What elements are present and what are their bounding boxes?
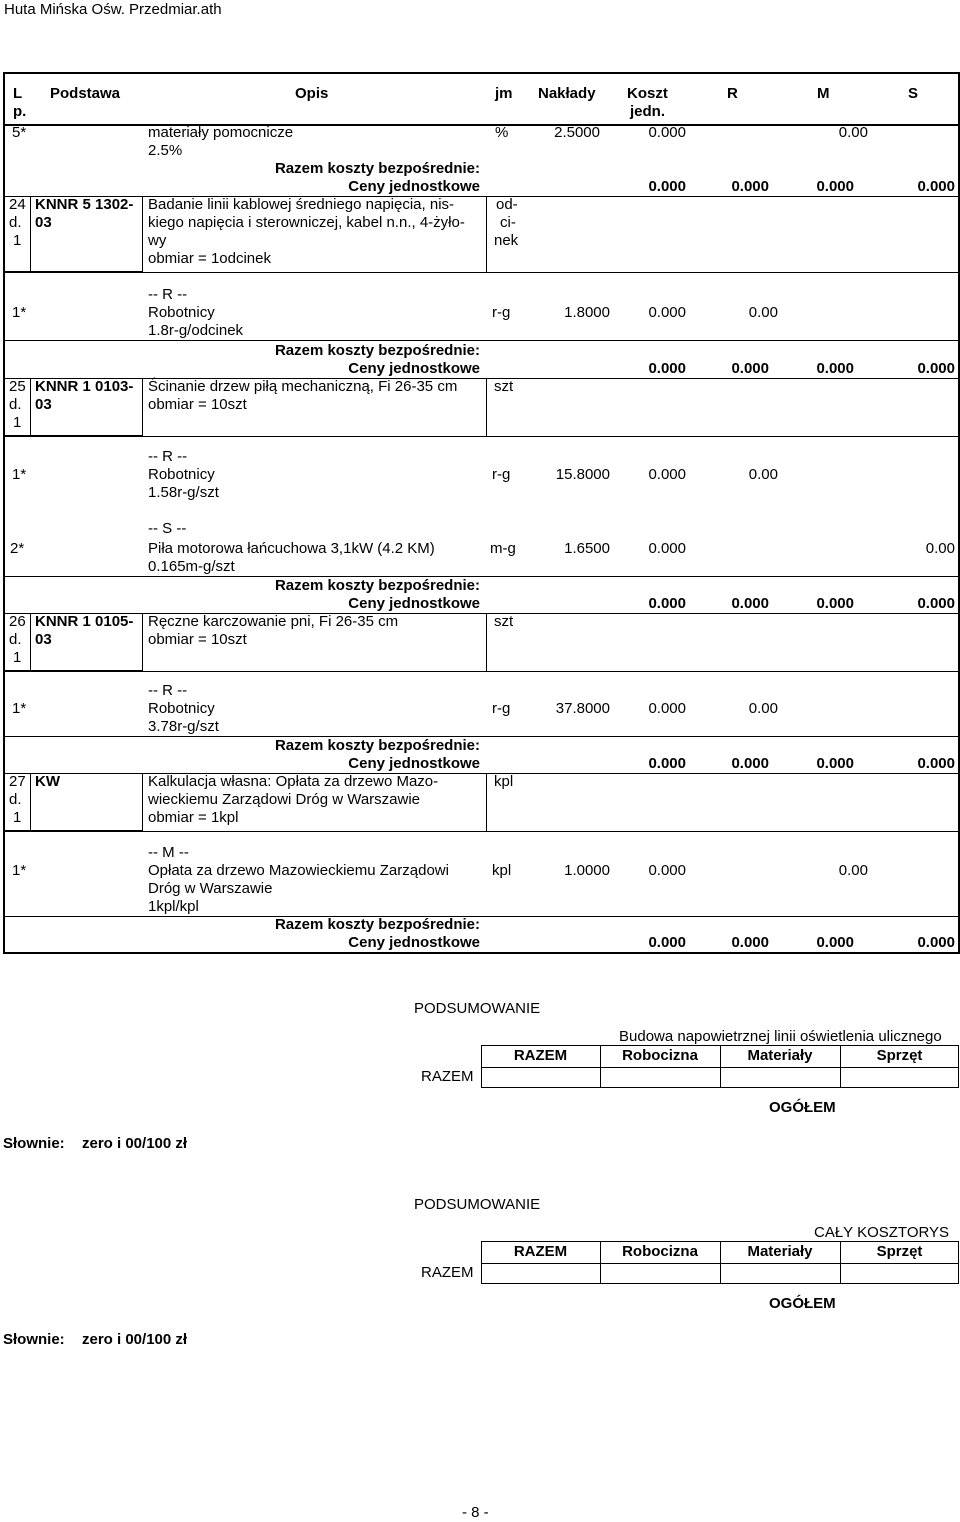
item24-sub-lp: 1*: [12, 304, 27, 321]
item27-sub-norm: 1kpl/kpl: [148, 898, 199, 915]
summary1-slownie-label: Słownie:: [3, 1135, 65, 1152]
summary1-total: OGÓŁEM: [769, 1099, 836, 1116]
summary2-heading: PODSUMOWANIE: [414, 1196, 541, 1213]
row5-naklady: 2.5000: [554, 124, 600, 141]
col-lp-2: p.: [13, 103, 27, 120]
item25-sub2-type: -- S --: [148, 520, 187, 537]
col-r: R: [727, 85, 738, 102]
item25-sub1-koszt: 0.000: [648, 466, 686, 483]
col-lp-1: L: [13, 85, 23, 102]
item26-sub-r: 0.00: [748, 700, 778, 717]
item25-lp-d: d.: [9, 396, 22, 413]
page-number: - 8 -: [462, 1504, 489, 1521]
summary2-slownie-label: Słownie:: [3, 1331, 65, 1348]
item27-lp: 27: [9, 773, 26, 790]
item25-sub2-name: Piła motorowa łańcuchowa 3,1kW (4.2 KM): [148, 540, 435, 557]
row5-opis2: 2.5%: [148, 142, 183, 159]
item26-sub-koszt: 0.000: [648, 700, 686, 717]
item27-vline: [30, 773, 31, 831]
col-s: S: [908, 85, 919, 102]
item24-opis-4: obmiar = 1odcinek: [148, 250, 271, 267]
summary1-row-label: RAZEM: [421, 1068, 474, 1085]
item26-podstawa: KNNR 1 0105-: [35, 613, 134, 630]
col-podstawa: Podstawa: [50, 85, 121, 102]
item25-sub2-s: 0.00: [925, 540, 955, 557]
item27-opis-1: Kalkulacja własna: Opłata za drzewo Mazo-: [148, 773, 439, 790]
item25-podstawa: KNNR 1 0103-: [35, 378, 134, 395]
item24-sub-type: -- R --: [148, 286, 188, 303]
item26-sub-norm: 3.78r-g/szt: [148, 718, 219, 735]
item25-sub2-lp: 2*: [10, 540, 25, 557]
item25-opis-1: Ścinanie drzew piłą mechaniczną, Fi 26-35 cm: [148, 378, 458, 395]
item24-sub-naklady: 1.8000: [564, 304, 610, 321]
item27-podstawa: KW: [35, 773, 60, 790]
item25-sub2-koszt: 0.000: [648, 540, 686, 557]
summary1-col-robocizna: Robocizna: [622, 1047, 698, 1064]
item27-sub-name2: Dróg w Warszawie: [148, 880, 273, 897]
ceny-label: Ceny jednostkowe: [348, 178, 480, 195]
item26-lp-d: d.: [9, 631, 22, 648]
item24-jm-1: od-: [496, 196, 518, 213]
ceny-label: Ceny jednostkowe: [348, 755, 480, 772]
ceny-total: 0.000: [917, 178, 955, 195]
cost-table: [3, 72, 960, 954]
row5-lp: 5*: [12, 124, 27, 141]
summary2-total: OGÓŁEM: [769, 1295, 836, 1312]
item24-sub-name: Robotnicy: [148, 304, 215, 321]
col-jm: jm: [495, 85, 513, 102]
item26-opis-2: obmiar = 10szt: [148, 631, 247, 648]
item24-lp-1: 1: [13, 232, 22, 249]
item27-sub-name: Opłata za drzewo Mazowieckiemu Zarządowi: [148, 862, 449, 879]
col-koszt: Koszt: [627, 85, 668, 102]
item24-opis-1: Badanie linii kablowej średniego napięcia, nis-: [148, 196, 455, 213]
item25-lp: 25: [9, 378, 26, 395]
row-divider: [3, 773, 960, 774]
item26-sub-jm: r-g: [492, 700, 511, 717]
item27-vline-jm: [486, 773, 487, 831]
ceny-m: 0.000: [731, 755, 769, 772]
item25-opis-2: obmiar = 10szt: [148, 396, 247, 413]
item25-podstawa2: 03: [35, 396, 52, 413]
item25-sub1-jm: r-g: [492, 466, 511, 483]
item27-sub-m: 0.00: [838, 862, 868, 879]
item24-bottom: [3, 272, 960, 273]
item24-vline: [30, 196, 31, 272]
document-title: Huta Mińska Ośw. Przedmiar.ath: [4, 1, 222, 18]
ceny-s: 0.000: [816, 755, 854, 772]
col-koszt-jedn: jedn.: [630, 103, 666, 120]
item24-podstawa: KNNR 5 1302-: [35, 196, 134, 213]
item26-opis-1: Ręczne karczowanie pni, Fi 26-35 cm: [148, 613, 399, 630]
item24-sub-koszt: 0.000: [648, 304, 686, 321]
summary1-col-materialy: Materiały: [747, 1047, 813, 1064]
ceny-s: 0.000: [816, 934, 854, 951]
item26-jm: szt: [494, 613, 514, 630]
ceny-s: 0.000: [816, 595, 854, 612]
item24-opis-3: wy: [148, 232, 167, 249]
item25-bottom: [3, 436, 960, 437]
item25-vline-jm: [486, 378, 487, 436]
row-divider: [3, 916, 960, 917]
ceny-total: 0.000: [917, 934, 955, 951]
item26-podstawa2: 03: [35, 631, 52, 648]
summary2-slownie-value: zero i 00/100 zł: [82, 1331, 188, 1348]
row-divider: [3, 736, 960, 737]
summary1-slownie-value: zero i 00/100 zł: [82, 1135, 188, 1152]
item27-sub-naklady: 1.0000: [564, 862, 610, 879]
item27-lp-1: 1: [13, 809, 22, 826]
summary2-col-materialy: Materiały: [747, 1243, 813, 1260]
summary2-row-label: RAZEM: [421, 1264, 474, 1281]
item27-bottom: [3, 831, 960, 832]
item24-opis-2: kiego napięcia i sterowniczej, kabel n.n., 4-żyło-: [148, 214, 465, 231]
ceny-m: 0.000: [731, 178, 769, 195]
item25-sub2-naklady: 1.6500: [564, 540, 610, 557]
item25-sub1-type: -- R --: [148, 448, 188, 465]
item26-vline: [30, 613, 31, 671]
row-divider: [3, 576, 960, 577]
item24-lp-d: d.: [9, 214, 22, 231]
ceny-m: 0.000: [731, 360, 769, 377]
item24-sub-r: 0.00: [748, 304, 778, 321]
ceny-label: Ceny jednostkowe: [348, 595, 480, 612]
razem-koszty-label: Razem koszty bezpośrednie:: [274, 577, 480, 594]
item24-sub-norm: 1.8r-g/odcinek: [148, 322, 244, 339]
summary2-col-robocizna: Robocizna: [622, 1243, 698, 1260]
item26-bottom: [3, 671, 960, 672]
ceny-r: 0.000: [648, 360, 686, 377]
ceny-total: 0.000: [917, 755, 955, 772]
summary1-col-sprzet: Sprzęt: [876, 1047, 923, 1064]
item24-lp: 24: [9, 196, 26, 213]
summary1-col-razem: RAZEM: [513, 1047, 568, 1064]
item27-sub-lp: 1*: [12, 862, 27, 879]
ceny-s: 0.000: [816, 360, 854, 377]
item25-sub1-naklady: 15.8000: [555, 466, 610, 483]
ceny-r: 0.000: [648, 595, 686, 612]
ceny-s: 0.000: [816, 178, 854, 195]
item27-opis-2: wieckiemu Zarządowi Dróg w Warszawie: [148, 791, 421, 808]
row5-jm: %: [495, 124, 509, 141]
item24-jm-3: nek: [494, 232, 519, 249]
row5-koszt: 0.000: [648, 124, 686, 141]
item27-sub-type: -- M --: [148, 844, 189, 861]
item27-sub-jm: kpl: [492, 862, 512, 879]
item27-lp-d: d.: [9, 791, 22, 808]
ceny-r: 0.000: [648, 934, 686, 951]
item26-lp-1: 1: [13, 649, 22, 666]
razem-koszty-label: Razem koszty bezpośrednie:: [274, 342, 480, 359]
summary2-col-sprzet: Sprzęt: [876, 1243, 923, 1260]
row-divider: [3, 340, 960, 341]
ceny-label: Ceny jednostkowe: [348, 360, 480, 377]
item24-sub-jm: r-g: [492, 304, 511, 321]
item25-sub1-r: 0.00: [748, 466, 778, 483]
item24-podstawa2: 03: [35, 214, 52, 231]
col-opis: Opis: [295, 85, 329, 102]
item26-sub-type: -- R --: [148, 682, 188, 699]
ceny-r: 0.000: [648, 755, 686, 772]
item24-vline-jm: [486, 196, 487, 272]
row-divider: [3, 613, 960, 614]
col-naklady: Nakłady: [538, 85, 596, 102]
summary1-heading: PODSUMOWANIE: [414, 1000, 541, 1017]
item26-sub-naklady: 37.8000: [555, 700, 610, 717]
item27-jm: kpl: [494, 773, 514, 790]
razem-koszty-label: Razem koszty bezpośrednie:: [274, 160, 480, 177]
item25-sub2-norm: 0.165m-g/szt: [148, 558, 235, 575]
col-m: M: [817, 85, 830, 102]
ceny-total: 0.000: [917, 595, 955, 612]
summary2-subtitle: CAŁY KOSZTORYS: [814, 1224, 950, 1241]
item26-lp: 26: [9, 613, 26, 630]
item27-opis-3: obmiar = 1kpl: [148, 809, 239, 826]
item26-sub-lp: 1*: [12, 700, 27, 717]
ceny-label: Ceny jednostkowe: [348, 934, 480, 951]
item25-lp-1: 1: [13, 414, 22, 431]
item25-sub1-name: Robotnicy: [148, 466, 215, 483]
ceny-r: 0.000: [648, 178, 686, 195]
item25-jm: szt: [494, 378, 514, 395]
item25-sub1-lp: 1*: [12, 466, 27, 483]
item24-jm-2: ci-: [500, 214, 516, 231]
summary1-subtitle: Budowa napowietrznej linii oświetlenia ulicznego: [619, 1028, 942, 1045]
item25-sub1-norm: 1.58r-g/szt: [148, 484, 219, 501]
row-divider: [3, 196, 960, 197]
razem-koszty-label: Razem koszty bezpośrednie:: [274, 916, 480, 933]
item25-sub2-jm: m-g: [490, 540, 516, 557]
row5-opis: materiały pomocnicze: [148, 124, 294, 141]
item26-vline-jm: [486, 613, 487, 671]
summary2-col-razem: RAZEM: [513, 1243, 568, 1260]
razem-koszty-label: Razem koszty bezpośrednie:: [274, 737, 480, 754]
row5-m: 0.00: [838, 124, 868, 141]
item26-sub-name: Robotnicy: [148, 700, 215, 717]
item27-sub-koszt: 0.000: [648, 862, 686, 879]
row-divider: [3, 378, 960, 379]
item25-vline: [30, 378, 31, 436]
ceny-total: 0.000: [917, 360, 955, 377]
ceny-m: 0.000: [731, 595, 769, 612]
ceny-m: 0.000: [731, 934, 769, 951]
